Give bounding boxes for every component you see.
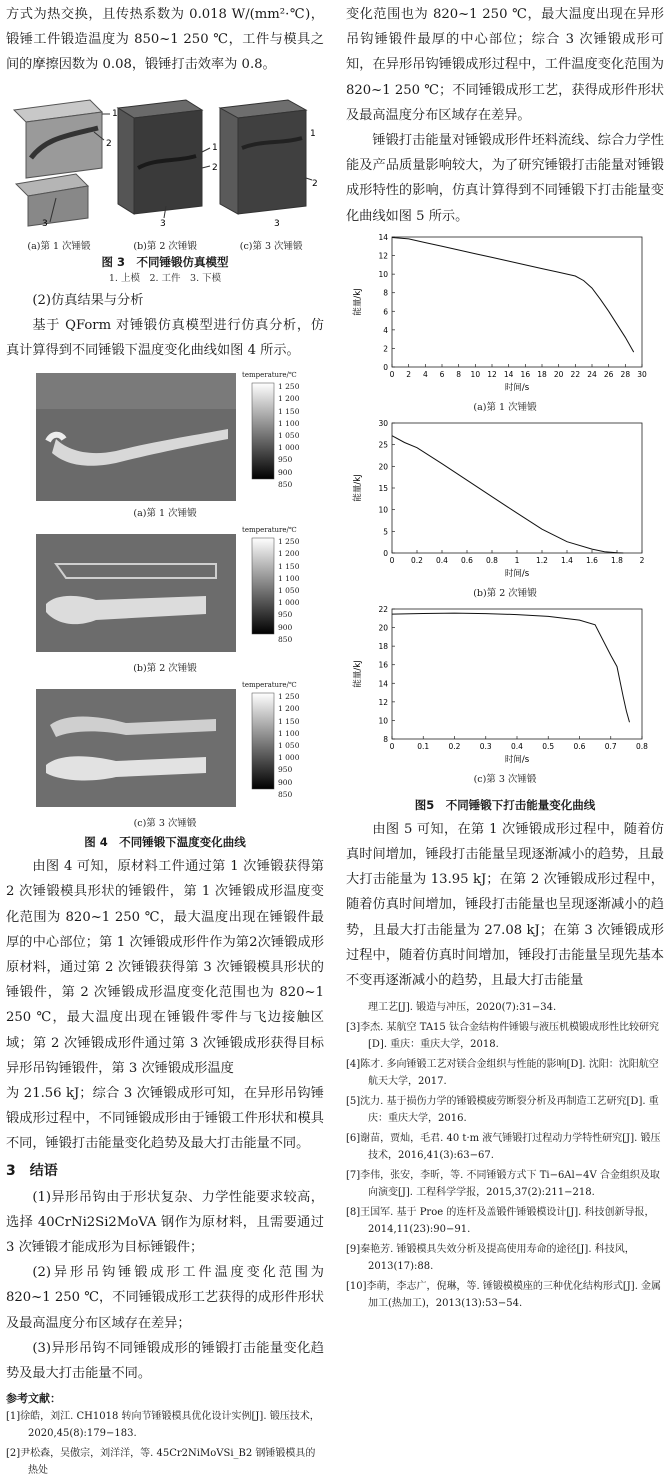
y-tick-label: 30 bbox=[378, 418, 388, 428]
label-3-a: 3 bbox=[42, 218, 48, 228]
tick: 850 bbox=[278, 789, 293, 799]
section-2-heading: (2)仿真结果与分析 bbox=[32, 292, 144, 308]
tick: 1 100 bbox=[278, 418, 300, 428]
fig4-b-legend-title: temperature/℃ bbox=[242, 526, 297, 535]
x-tick-label: 0.4 bbox=[436, 555, 448, 565]
reference-6: [6]谢苗，贾灿，毛君. 40 t·m 液气锤锻打过程动力学特性研究[J]. 锻压技术，2016,41(3):63−67. bbox=[346, 1133, 661, 1162]
fig4-a-legend-ticks bbox=[278, 381, 299, 491]
y-tick-label: 25 bbox=[378, 440, 388, 450]
tick: 1 200 bbox=[278, 394, 300, 404]
tick: 1 050 bbox=[278, 586, 300, 596]
conclusion-2: (2)异形吊钩锤锻成形工件温度变化范围为 820~1 250 ℃，不同锤锻成形工艺获得的成形件形状及最高温度分布区域存在差异； bbox=[6, 1265, 324, 1331]
label-2-a: 2 bbox=[106, 138, 112, 149]
reference-5: [5]沈力. 基于损伤力学的锤锻模疲劳断裂分析及再制造工艺研究[D]. 重庆：重庆大学，2016. bbox=[346, 1096, 659, 1125]
x-tick-label: 6 bbox=[439, 369, 445, 379]
tick: 1 250 bbox=[278, 692, 300, 702]
x-tick-label: 22 bbox=[570, 369, 581, 379]
figure-5 bbox=[346, 229, 664, 813]
x-tick-label: 0 bbox=[389, 555, 395, 565]
tick: 1 050 bbox=[278, 741, 300, 751]
tick: 1 250 bbox=[278, 382, 300, 392]
figure-3-models bbox=[6, 88, 324, 228]
tick: 1 050 bbox=[278, 431, 300, 441]
y-tick-label: 15 bbox=[378, 483, 388, 493]
reference-2-cont: 理工艺[J]. 锻造与冲压，2020(7):31−34. bbox=[368, 1002, 557, 1014]
y-tick-label: 4 bbox=[383, 325, 388, 335]
y-tick-label: 12 bbox=[378, 697, 388, 707]
y-tick-label: 20 bbox=[378, 462, 388, 472]
reference-8: [8]王国军. 基于 Proe 的连杆及盖锻件锤锻模设计[J]. 科技创新导报，2014,11(23):90−91. bbox=[346, 1207, 655, 1236]
fig4-a-legend-title: temperature/℃ bbox=[242, 371, 297, 380]
paragraph-fig4-analysis: 由图 4 可知，原材料工件通过第 1 次锤锻获得第 2 次锤锻模具形状的锤锻件，第 1 次锤锻成形温度变化范围为 820~1 250 ℃，最大温度出现在锤锻件最厚的中心部位；第 1 次锤锻成形件作为第2次锤锻成形原材料，通过第 2 次锤锻获得第 3 次锤锻模具形状的锤锻件，第 2 次锤锻成形温度变化范围也为 820~1 250 ℃，最大温度出现在锤锻件零件与飞边接触区域；第 2 次锤锻成形件通过第 3 次锤锻成形获得目标异形吊钩锤锻件，第 3 次锤锻成形温度 bbox=[6, 859, 324, 1076]
reference-10: [10]李萌，李志广，倪琳，等. 锤锻模模座的三种优化结构形式[J]. 金属加工(热加工)，2013(13):53−54. bbox=[346, 1281, 662, 1310]
paragraph-energy-summary: 为 21.56 kJ；综合 3 次锤锻成形可知，在异形吊钩锤锻成形过程中，不同锤锻成形由于锤锻工件形状和模具不同，锤锻打击能量变化趋势及最大打击能量不同。 bbox=[6, 1086, 324, 1152]
tick: 950 bbox=[278, 765, 293, 775]
x-tick-label: 0.6 bbox=[573, 741, 586, 751]
fig3-caption-b: (b)第 2 次锤锻 bbox=[133, 240, 197, 252]
reference-7: [7]李伟，张安，李昕，等. 不同锤锻方式下 Ti−6Al−4V 合金组织及取向演变[J]. 工程科学学报，2015,37(2):211−218. bbox=[346, 1170, 660, 1199]
x-tick-label: 0.8 bbox=[486, 555, 498, 565]
fig5-title: 图5 不同锤锻下打击能量变化曲线 bbox=[414, 797, 596, 812]
x-tick-label: 0.2 bbox=[411, 555, 423, 565]
energy-series-line bbox=[392, 613, 630, 722]
y-tick-label: 0 bbox=[383, 362, 388, 372]
x-axis-label: 时间/s bbox=[504, 754, 530, 765]
references-list-right bbox=[346, 999, 664, 1312]
intro-paragraph-right: 变化范围也为 820~1 250 ℃，最大温度出现在异形吊钩锤锻件最厚的中心部位；综合 3 次锤锻成形可知，在异形吊钩锤锻成形过程中，工件温度变化范围为 820~1 250 ℃；不同锤锻成形工艺，获得成形件形状及最高温度分布区域存在差异。 bbox=[346, 7, 664, 123]
y-tick-label: 12 bbox=[378, 251, 388, 261]
y-axis-label: 能量/kJ bbox=[353, 474, 363, 502]
tick: 850 bbox=[278, 634, 293, 644]
y-tick-label: 6 bbox=[383, 307, 388, 317]
fig4-caption-b: (b)第 2 次锤锻 bbox=[133, 663, 197, 675]
x-tick-label: 24 bbox=[587, 369, 597, 379]
model-c-image bbox=[220, 100, 312, 214]
plot-frame bbox=[392, 609, 642, 739]
x-tick-label: 0.6 bbox=[461, 555, 473, 565]
x-tick-label: 2 bbox=[406, 369, 412, 379]
y-tick-label: 14 bbox=[378, 232, 388, 242]
tick: 1 150 bbox=[278, 406, 300, 416]
y-tick-label: 20 bbox=[378, 623, 388, 633]
x-tick-label: 14 bbox=[503, 369, 514, 379]
model-a-image bbox=[14, 100, 110, 226]
y-tick-label: 10 bbox=[378, 505, 388, 515]
fig5-caption-b: (b)第 2 次锤锻 bbox=[473, 587, 537, 599]
label-1-c: 1 bbox=[310, 128, 316, 139]
tick: 1 200 bbox=[278, 704, 300, 714]
fig5-chart-a bbox=[346, 229, 664, 397]
fig3-caption-a: (a)第 1 次锤锻 bbox=[27, 240, 91, 252]
y-tick-label: 10 bbox=[378, 269, 388, 279]
x-tick-label: 20 bbox=[553, 369, 564, 379]
tick: 900 bbox=[278, 467, 293, 477]
label-2-c: 2 bbox=[312, 178, 318, 189]
x-tick-label: 0.4 bbox=[511, 741, 523, 751]
fig3-title: 图 3 不同锤锻仿真模型 bbox=[101, 254, 229, 269]
x-tick-label: 0.1 bbox=[417, 741, 430, 751]
fig5-caption-a: (a)第 1 次锤锻 bbox=[473, 401, 537, 413]
tick: 1 250 bbox=[278, 537, 300, 547]
section-2-text: 基于 QForm 对锤锻仿真模型进行仿真分析，仿真计算得到不同锤锻下温度变化曲线如图 4 所示。 bbox=[6, 317, 324, 359]
energy-series-line bbox=[392, 436, 623, 553]
plot-frame bbox=[392, 237, 642, 367]
x-tick-label: 0.2 bbox=[448, 741, 461, 751]
x-tick-label: 12 bbox=[487, 369, 497, 379]
reference-3: [3]李杰. 某航空 TA15 钛合金结构件锤锻与液压机模锻成形性比较研究[D]. 重庆：重庆大学，2018. bbox=[346, 1022, 659, 1051]
y-tick-label: 2 bbox=[383, 344, 388, 354]
x-axis-label: 时间/s bbox=[504, 382, 530, 393]
fig4-title: 图 4 不同锤锻下温度变化曲线 bbox=[84, 835, 246, 850]
x-tick-label: 16 bbox=[520, 369, 531, 379]
y-tick-label: 8 bbox=[383, 288, 388, 298]
tick: 1 000 bbox=[278, 443, 300, 453]
x-tick-label: 0.5 bbox=[542, 741, 555, 751]
x-tick-label: 30 bbox=[637, 369, 647, 379]
reference-4: [4]陈才. 多向锤锻工艺对镁合金组织与性能的影响[D]. 沈阳：沈阳航空航天大学，2017. bbox=[346, 1059, 659, 1088]
tick: 1 150 bbox=[278, 561, 300, 571]
y-tick-label: 5 bbox=[383, 527, 388, 537]
tick: 850 bbox=[278, 479, 293, 489]
x-tick-label: 1.8 bbox=[611, 555, 623, 565]
y-axis-label: 能量/kJ bbox=[353, 288, 363, 316]
fig4-panel-b bbox=[6, 524, 324, 679]
tick: 900 bbox=[278, 777, 293, 787]
label-3-c: 3 bbox=[274, 218, 280, 228]
tick: 950 bbox=[278, 455, 293, 465]
x-tick-label: 10 bbox=[470, 369, 481, 379]
right-column bbox=[346, 0, 664, 1315]
x-tick-label: 2 bbox=[639, 555, 645, 565]
fig5-caption-c: (c)第 3 次锤锻 bbox=[473, 773, 537, 785]
fig4-c-legend-title: temperature/℃ bbox=[242, 681, 297, 690]
tick: 900 bbox=[278, 622, 293, 632]
x-tick-label: 1.2 bbox=[536, 555, 548, 565]
label-1-b: 1 bbox=[212, 142, 218, 153]
y-tick-label: 22 bbox=[378, 604, 388, 614]
conclusion-1: (1)异形吊钩由于形状复杂、力学性能要求较高，选择 40CrNi2Si2MoVA 钢作为原材料，且需要通过 3 次锤锻才能成形为目标锤锻件； bbox=[6, 1189, 324, 1256]
fig5-chart-c bbox=[346, 601, 664, 769]
x-axis-label: 时间/s bbox=[504, 568, 530, 579]
y-tick-label: 8 bbox=[383, 734, 388, 744]
fig4-a-image bbox=[6, 369, 324, 505]
x-tick-label: 0 bbox=[389, 369, 395, 379]
y-tick-label: 14 bbox=[378, 679, 388, 689]
y-tick-label: 16 bbox=[378, 660, 388, 670]
fig4-c-image bbox=[6, 679, 324, 815]
y-tick-label: 0 bbox=[383, 548, 388, 558]
conclusion-3: (3)异形吊钩不同锤锻成形的锤锻打击能量变化趋势及最大打击能量不同。 bbox=[6, 1340, 324, 1382]
x-tick-label: 0.7 bbox=[604, 741, 617, 751]
fig5-chart-b bbox=[346, 415, 664, 583]
x-tick-label: 1.4 bbox=[561, 555, 573, 565]
reference-9: [9]秦艳芳. 锤锻模具失效分析及提高使用寿命的途径[J]. 科技风，2013(17):88. bbox=[346, 1244, 635, 1273]
energy-series-line bbox=[392, 237, 634, 352]
left-column bbox=[6, 0, 324, 1482]
tick: 950 bbox=[278, 610, 293, 620]
fig4-caption-c: (c)第 3 次锤锻 bbox=[133, 818, 197, 830]
fig4-b-image bbox=[6, 524, 324, 660]
label-3-b: 3 bbox=[160, 218, 166, 228]
intro-paragraph-left: 方式为热交换，且传热系数为 0.018 W/(mm²·℃)，锻锤工件锻造温度为 850~1 250 ℃，工件与模具之间的摩擦因数为 0.08，锻锤打击效率为 0.8。 bbox=[6, 7, 324, 73]
x-tick-label: 0.8 bbox=[636, 741, 648, 751]
label-1-a: 1 bbox=[112, 108, 118, 119]
y-tick-label: 18 bbox=[378, 641, 388, 651]
fig4-b-legend-ticks bbox=[278, 536, 299, 646]
tick: 1 100 bbox=[278, 573, 300, 583]
figure-3 bbox=[6, 88, 324, 288]
section-3-heading: 3 结语 bbox=[6, 1162, 58, 1179]
paragraph-fig5-analysis: 由图 5 可知，在第 1 次锤锻成形过程中，随着仿真时间增加，锤段打击能量呈现逐渐减小的趋势，且最大打击能量为 13.95 kJ；在第 2 次锤锻成形过程中，随着仿真时间增加，锤段打击能量也呈现逐渐减小的趋势，且最大打击能量为 27.08 kJ；在第 3 次锤锻成形过程中，随着仿真时间增加，锤段打击能量呈现先基本不变再逐渐减小的趋势，且最大打击能量 bbox=[346, 821, 664, 989]
figure-4 bbox=[6, 369, 324, 850]
tick: 1 100 bbox=[278, 728, 300, 738]
model-b-image bbox=[118, 100, 210, 218]
x-tick-label: 28 bbox=[620, 369, 631, 379]
x-tick-label: 1.6 bbox=[586, 555, 598, 565]
references-heading: 参考文献： bbox=[6, 1392, 61, 1406]
fig3-caption-c: (c)第 3 次锤锻 bbox=[239, 240, 303, 252]
tick: 1 000 bbox=[278, 598, 300, 608]
fig4-panel-c bbox=[6, 679, 324, 834]
fig3-legend: 1. 上模 2. 工件 3. 下模 bbox=[108, 272, 222, 284]
reference-2: [2]尹松森，吴傲宗，刘洋洋，等. 45Cr2NiMoVSi_B2 钢锤锻模具的热处 bbox=[6, 1448, 316, 1477]
x-tick-label: 26 bbox=[603, 369, 614, 379]
tick: 1 200 bbox=[278, 549, 300, 559]
paragraph-energy-intro: 锤锻打击能量对锤锻成形件坯料流线、综合力学性能及产品质量影响较大，为了研究锤锻打击能量对锤锻成形特性的影响，仿真计算得到不同锤锻下打击能量变化曲线如图 5 所示。 bbox=[346, 133, 664, 224]
x-tick-label: 0.3 bbox=[479, 741, 492, 751]
y-tick-label: 10 bbox=[378, 716, 388, 726]
x-tick-label: 1 bbox=[514, 555, 520, 565]
fig4-panel-a bbox=[6, 369, 324, 524]
x-tick-label: 0 bbox=[389, 741, 395, 751]
label-2-b: 2 bbox=[212, 162, 218, 173]
tick: 1 000 bbox=[278, 753, 300, 763]
reference-1: [1]徐皓，刘江. CH1018 转向节锤锻模具优化设计实例[J]. 锻压技术，2020,45(8):179−183. bbox=[6, 1411, 320, 1440]
plot-frame bbox=[392, 423, 642, 553]
fig4-c-legend-ticks bbox=[278, 691, 299, 801]
x-tick-label: 18 bbox=[537, 369, 547, 379]
fig4-caption-a: (a)第 1 次锤锻 bbox=[133, 508, 197, 520]
x-tick-label: 8 bbox=[456, 369, 462, 379]
x-tick-label: 4 bbox=[422, 369, 428, 379]
tick: 1 150 bbox=[278, 716, 300, 726]
y-axis-label: 能量/kJ bbox=[353, 660, 363, 688]
